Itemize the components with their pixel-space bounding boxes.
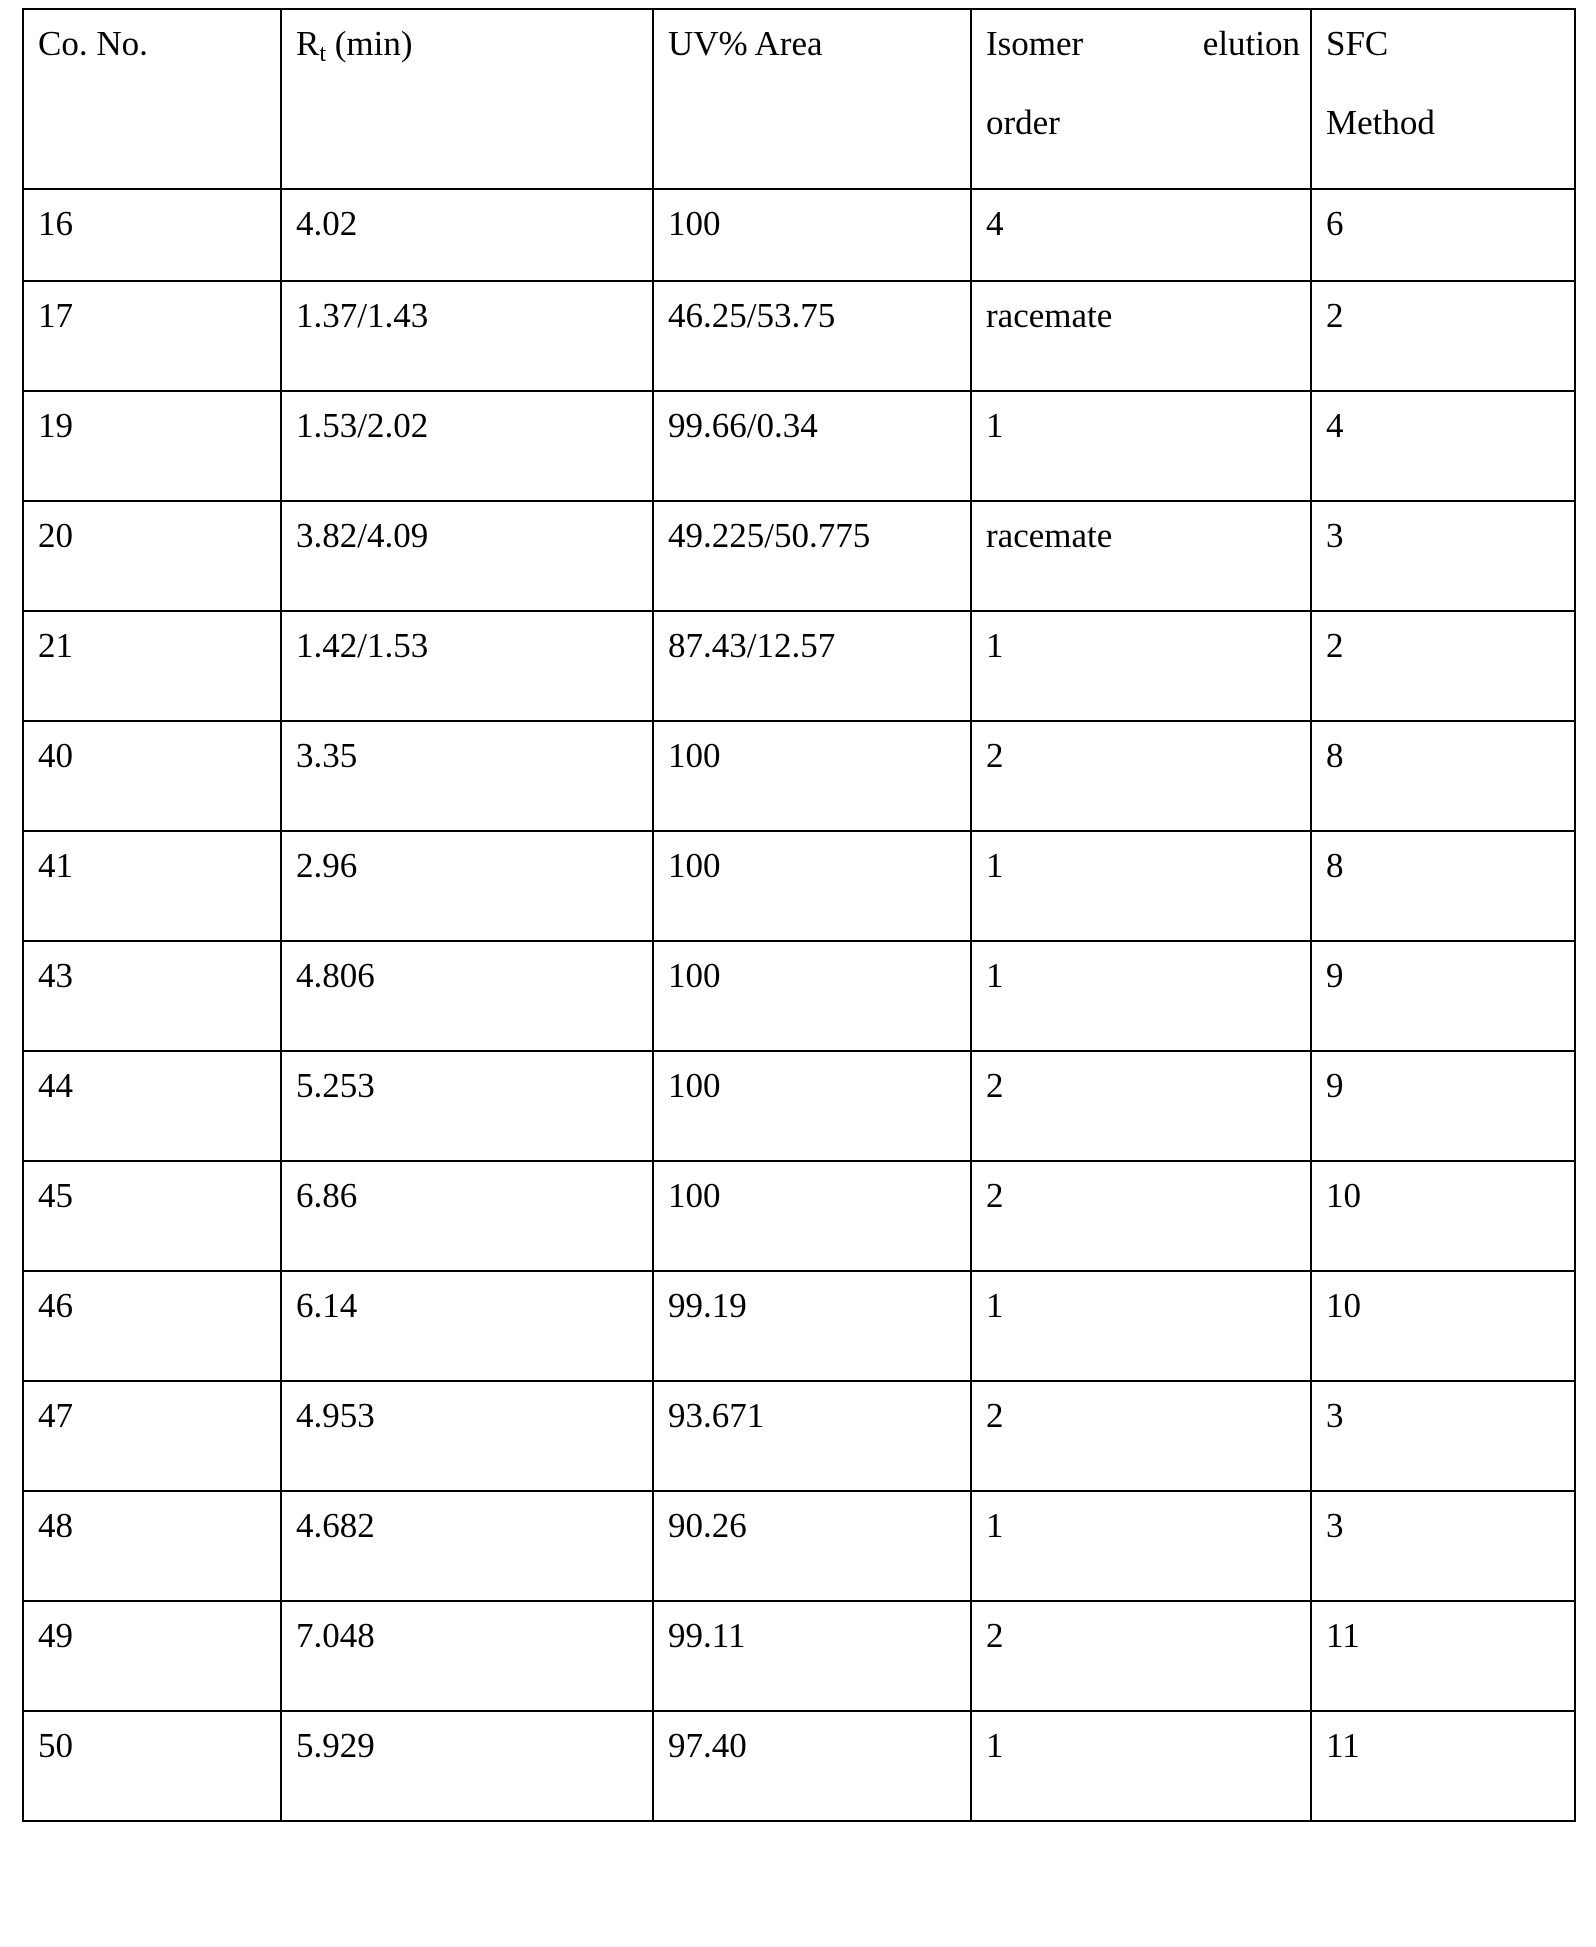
- cell-compound-number: 20: [23, 501, 281, 611]
- cell-retention-time: 3.35: [281, 721, 653, 831]
- cell-isomer-elution-order: 2: [971, 1601, 1311, 1711]
- cell-sfc-method: 3: [1311, 1491, 1575, 1601]
- cell-uv-area: 90.26: [653, 1491, 971, 1601]
- cell-sfc-method: 8: [1311, 831, 1575, 941]
- cell-retention-time: 5.253: [281, 1051, 653, 1161]
- cell-compound-number: 48: [23, 1491, 281, 1601]
- cell-compound-number: 16: [23, 189, 281, 281]
- cell-sfc-method: 11: [1311, 1601, 1575, 1711]
- cell-uv-area: 97.40: [653, 1711, 971, 1821]
- table-header: [23, 9, 1575, 189]
- cell-compound-number: 40: [23, 721, 281, 831]
- cell-retention-time: 1.37/1.43: [281, 281, 653, 391]
- cell-uv-area: 93.671: [653, 1381, 971, 1491]
- cell-retention-time: 5.929: [281, 1711, 653, 1821]
- cell-uv-area: 100: [653, 721, 971, 831]
- cell-compound-number: 50: [23, 1711, 281, 1821]
- cell-isomer-elution-order: 1: [971, 831, 1311, 941]
- table-row: [23, 1051, 1575, 1161]
- cell-sfc-method: 2: [1311, 611, 1575, 721]
- column-header-retention-time-label: $R_t$ (min): [296, 24, 413, 67]
- column-header-compound-number: [23, 9, 281, 189]
- cell-sfc-method: 4: [1311, 391, 1575, 501]
- cell-compound-number: 46: [23, 1271, 281, 1381]
- cell-isomer-elution-order: 1: [971, 1491, 1311, 1601]
- table-body: [23, 189, 1575, 1821]
- cell-uv-area: 46.25/53.75: [653, 281, 971, 391]
- cell-uv-area: 100: [653, 1051, 971, 1161]
- cell-sfc-method: 3: [1311, 1381, 1575, 1491]
- table-row: [23, 391, 1575, 501]
- cell-compound-number: 47: [23, 1381, 281, 1491]
- table-row: [23, 1271, 1575, 1381]
- cell-compound-number: 41: [23, 831, 281, 941]
- table-row: [23, 1601, 1575, 1711]
- cell-isomer-elution-order: 2: [971, 1381, 1311, 1491]
- cell-sfc-method: 11: [1311, 1711, 1575, 1821]
- cell-sfc-method: 10: [1311, 1271, 1575, 1381]
- cell-compound-number: 43: [23, 941, 281, 1051]
- cell-uv-area: 99.66/0.34: [653, 391, 971, 501]
- cell-retention-time: 1.42/1.53: [281, 611, 653, 721]
- cell-sfc-method: 3: [1311, 501, 1575, 611]
- cell-sfc-method: 6: [1311, 189, 1575, 281]
- table-row: [23, 1711, 1575, 1821]
- cell-isomer-elution-order: 1: [971, 611, 1311, 721]
- sfc-results-table: [22, 8, 1576, 1822]
- cell-retention-time: 4.02: [281, 189, 653, 281]
- cell-retention-time: 6.14: [281, 1271, 653, 1381]
- table-row: [23, 1381, 1575, 1491]
- cell-isomer-elution-order: 1: [971, 941, 1311, 1051]
- cell-sfc-method: 10: [1311, 1161, 1575, 1271]
- cell-retention-time: 3.82/4.09: [281, 501, 653, 611]
- cell-isomer-elution-order: racemate: [971, 281, 1311, 391]
- cell-sfc-method: 9: [1311, 941, 1575, 1051]
- cell-sfc-method: 9: [1311, 1051, 1575, 1161]
- cell-sfc-method: 2: [1311, 281, 1575, 391]
- cell-isomer-elution-order: 1: [971, 1271, 1311, 1381]
- cell-retention-time: 4.953: [281, 1381, 653, 1491]
- cell-uv-area: 99.19: [653, 1271, 971, 1381]
- table-row: [23, 281, 1575, 391]
- cell-compound-number: 44: [23, 1051, 281, 1161]
- table-header-row: [23, 9, 1575, 189]
- column-header-isomer-elution-order: [971, 9, 1311, 189]
- cell-compound-number: 21: [23, 611, 281, 721]
- cell-uv-area: 100: [653, 941, 971, 1051]
- table-row: [23, 831, 1575, 941]
- table-row: [23, 721, 1575, 831]
- cell-isomer-elution-order: racemate: [971, 501, 1311, 611]
- cell-isomer-elution-order: 4: [971, 189, 1311, 281]
- column-header-compound-number-label: Co. No.: [38, 24, 148, 63]
- table-row: [23, 941, 1575, 1051]
- cell-isomer-elution-order: 2: [971, 1051, 1311, 1161]
- table-row: [23, 189, 1575, 281]
- retention-time-subscript: t: [319, 41, 327, 67]
- cell-uv-area: 100: [653, 189, 971, 281]
- cell-isomer-elution-order: 2: [971, 721, 1311, 831]
- cell-uv-area: 49.225/50.775: [653, 501, 971, 611]
- column-header-uv-area: [653, 9, 971, 189]
- cell-retention-time: 4.682: [281, 1491, 653, 1601]
- column-header-sfc-method-label: SFC Method: [1326, 24, 1435, 143]
- table-row: [23, 1491, 1575, 1601]
- cell-retention-time: 2.96: [281, 831, 653, 941]
- cell-isomer-elution-order: 2: [971, 1161, 1311, 1271]
- cell-compound-number: 49: [23, 1601, 281, 1711]
- column-header-retention-time: [281, 9, 653, 189]
- cell-compound-number: 19: [23, 391, 281, 501]
- cell-retention-time: 6.86: [281, 1161, 653, 1271]
- cell-retention-time: 1.53/2.02: [281, 391, 653, 501]
- cell-compound-number: 45: [23, 1161, 281, 1271]
- column-header-uv-area-label: UV% Area: [668, 24, 823, 63]
- cell-uv-area: 100: [653, 831, 971, 941]
- cell-uv-area: 100: [653, 1161, 971, 1271]
- cell-retention-time: 7.048: [281, 1601, 653, 1711]
- table-row: [23, 1161, 1575, 1271]
- cell-compound-number: 17: [23, 281, 281, 391]
- cell-sfc-method: 8: [1311, 721, 1575, 831]
- table-row: [23, 501, 1575, 611]
- cell-retention-time: 4.806: [281, 941, 653, 1051]
- table-row: [23, 611, 1575, 721]
- cell-isomer-elution-order: 1: [971, 391, 1311, 501]
- cell-isomer-elution-order: 1: [971, 1711, 1311, 1821]
- cell-uv-area: 99.11: [653, 1601, 971, 1711]
- column-header-sfc-method: [1311, 9, 1575, 189]
- column-header-isomer-elution-order-label: Isomer elution order: [986, 24, 1300, 143]
- cell-uv-area: 87.43/12.57: [653, 611, 971, 721]
